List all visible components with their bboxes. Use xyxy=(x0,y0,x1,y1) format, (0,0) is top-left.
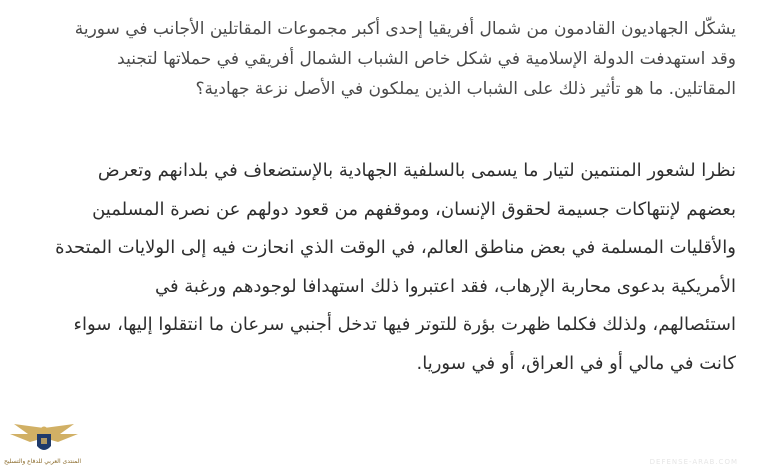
article-intro xyxy=(40,14,736,104)
body-line: استئصالهم، ولذلك فكلما ظهرت بؤرة للتوتر فيها تدخل أجنبي سرعان ما انتقلوا إليها، سواء xyxy=(73,314,736,335)
body-line: والأقليات المسلمة في بعض مناطق العالم، في الوقت الذي انحازت فيه إلى الولايات المتحدة xyxy=(55,237,736,258)
watermark-caption: المنتدى العربي للدفاع والتسليح xyxy=(4,458,81,465)
body-line: كانت في مالي أو في العراق، أو في سوريا. xyxy=(416,352,736,374)
article-body-paragraph xyxy=(40,152,736,383)
intro-line: يشكّل الجهاديون القادمون من شمال أفريقيا إحدى أكبر مجموعات المقاتلين الأجانب في سورية xyxy=(74,19,736,39)
body-line: نظرا لشعور المنتمين لتيار ما يسمى بالسلفية الجهادية بالإستضعاف في بلدانهم وتعرض xyxy=(97,160,736,181)
article-content xyxy=(40,14,736,374)
body-line: الأمريكية بدعوى محاربة الإرهاب، فقد اعتبروا ذلك استهدافا لوجودهم ورغبة في xyxy=(154,275,736,297)
corner-watermark-text: DEFENSE-ARAB.COM xyxy=(649,458,738,466)
eagle-emblem-icon xyxy=(4,420,84,460)
intro-line: المقاتلين. ما هو تأثير ذلك على الشباب الذين يملكون في الأصل نزعة جهادية؟ xyxy=(195,79,736,99)
intro-line: وقد استهدفت الدولة الإسلامية في شكل خاص الشباب الشمال أفريقي في حملاتها لتجنيد xyxy=(117,49,736,69)
body-line: بعضهم لإنتهاكات جسيمة لحقوق الإنسان، وموقفهم من قعود دولهم عن نصرة المسلمين xyxy=(92,198,736,220)
